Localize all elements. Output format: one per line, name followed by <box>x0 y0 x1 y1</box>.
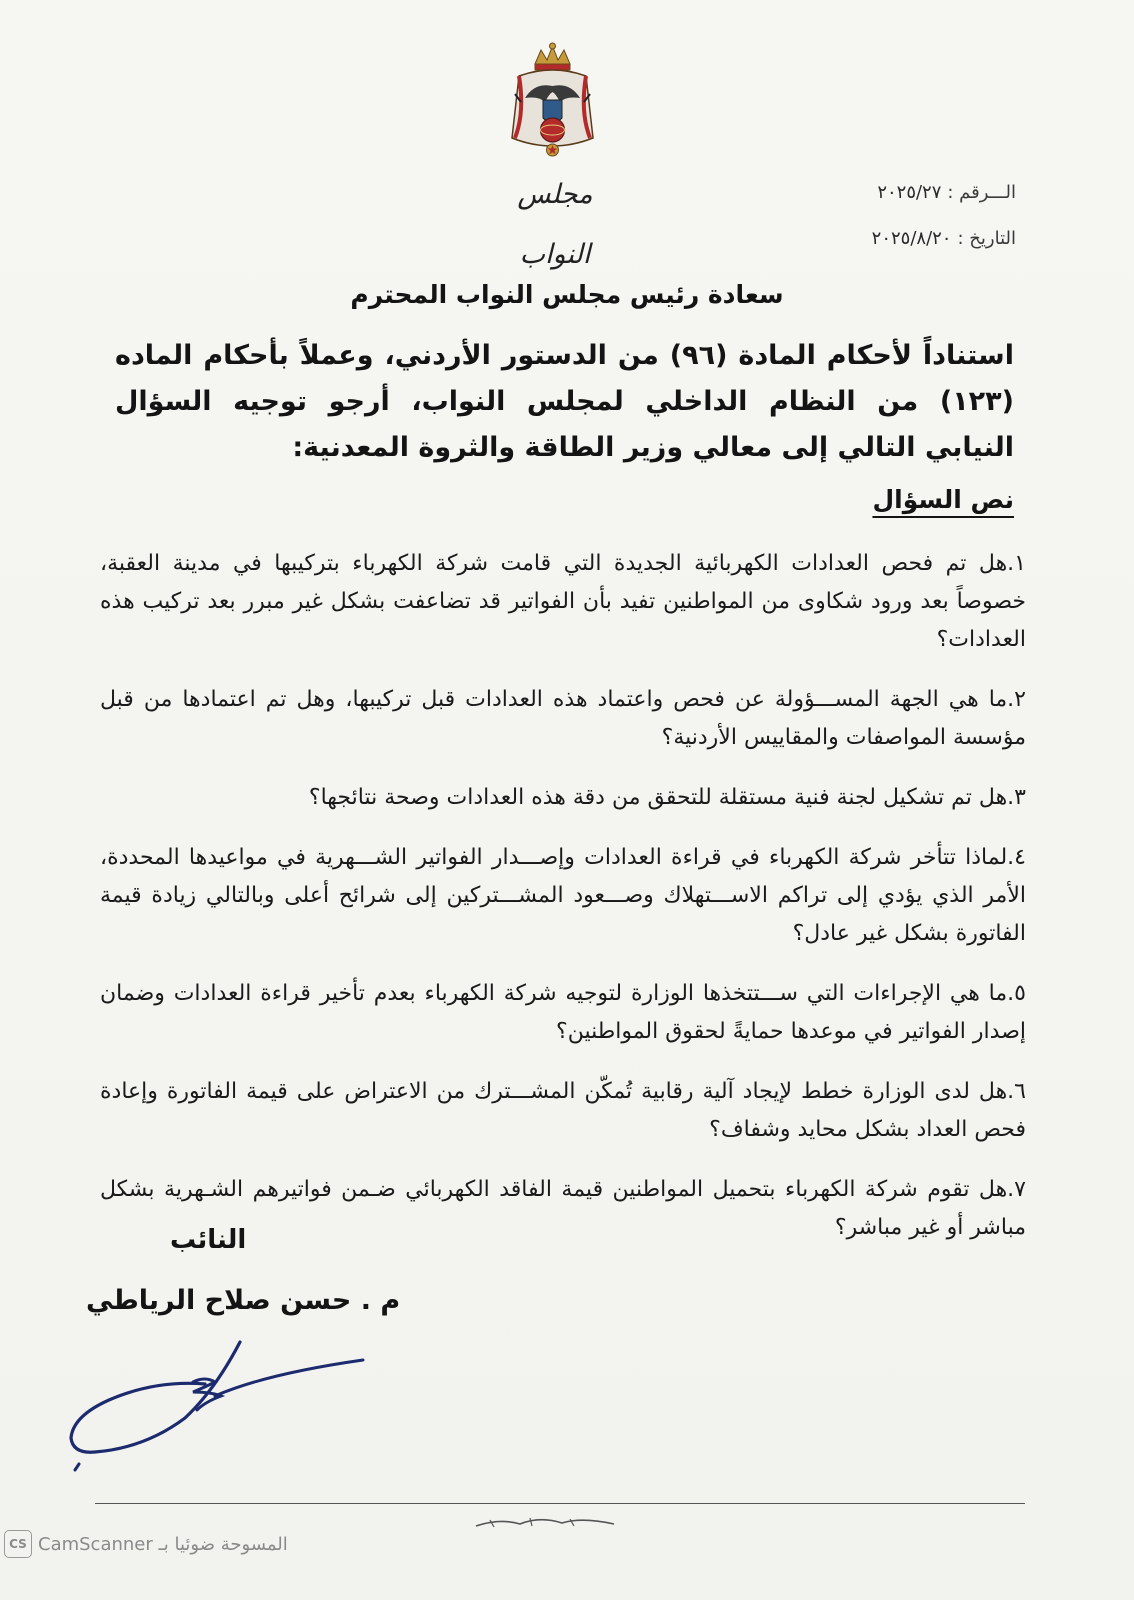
question-item: ١.هل تم فحص العدادات الكهربائية الجديدة التي قامت شركة الكهرباء بتركيبها في مدينة العقبة، خصوصاً بعد ورود شكاوى من المواطنين تفيد بأن الفواتير قد تضاعفت بشكل غير مبرر بعد تركيب هذه العدادات؟ <box>100 551 1026 652</box>
salutation: سعادة رئيس مجلس النواب المحترم <box>350 280 784 309</box>
camscanner-text: المسوحة ضوئيا بـ CamScanner <box>38 1533 288 1555</box>
intro-paragraph: استناداً لأحكام المادة (٩٦) من الدستور الأردني، وعملاً بأحكام الماده (١٢٣) من النظام الداخلي لمجلس النواب، أرجو توجيه السؤال النيابي التالي إلى معالي وزير الطاقة والثروة المعدنية: <box>115 340 1014 463</box>
footer-stamp-icon <box>470 1510 620 1532</box>
footer-divider <box>95 1503 1025 1504</box>
royal-emblem-icon <box>505 42 600 162</box>
signer-title: النائب <box>170 1225 247 1255</box>
reference-value: ٢٠٢٥/٢٧ <box>877 182 942 203</box>
date-label: التاريخ : <box>957 228 1016 249</box>
questions-title: نص السؤال <box>872 485 1014 514</box>
question-item: ٢.ما هي الجهة المســـؤولة عن فحص واعتماد هذه العدادات قبل تركيبها، وهل تم اعتمادها من قبل مؤسسة المواصفات والمقاييس الأردنية؟ <box>100 687 1026 750</box>
handwritten-signature <box>65 1330 385 1480</box>
document-date <box>872 228 1016 249</box>
questions-list <box>100 545 1026 1269</box>
date-value: ٢٠٢٥/٨/٢٠ <box>871 228 952 249</box>
reference-label: الـــرقم : <box>947 182 1016 203</box>
signer-name: م . حسن صلاح الرياطي <box>86 1285 401 1316</box>
question-item: ٧.هل تقوم شركة الكهرباء بتحميل المواطنين قيمة الفاقد الكهربائي ضـمن فواتيرهم الشـهرية بشكل مباشر أو غير مباشر؟ <box>100 1177 1026 1240</box>
question-item: ٣.هل تم تشكيل لجنة فنية مستقلة للتحقق من دقة هذه العدادات وصحة نتائجها؟ <box>308 785 1026 810</box>
house-of-representatives-logo: مجلس النواب <box>517 179 593 270</box>
camscanner-badge: CS <box>4 1530 32 1558</box>
question-item: ٦.هل لدى الوزارة خطط لإيجاد آلية رقابية تُمكّن المشـــترك من الاعتراض على قيمة الفاتورة وإعادة فحص العداد بشكل محايد وشفاف؟ <box>100 1079 1026 1142</box>
question-item: ٥.ما هي الإجراءات التي ســـتتخذها الوزارة لتوجيه شركة الكهرباء بعدم تأخير قراءة العدادات وضمان إصدار الفواتير في موعدها حمايةً لحقوق المواطنين؟ <box>100 981 1026 1044</box>
question-item: ٤.لماذا تتأخر شركة الكهرباء في قراءة العدادات وإصـــدار الفواتير الشـــهرية في مواعيدها المحددة، الأمر الذي يؤدي إلى تراكم الاســـتهلاك وصـــعود المشـــتركين إلى شرائح أعلى وبالتالي زيادة قيمة الفاتورة بشكل غير عادل؟ <box>100 845 1026 946</box>
camscanner-watermark <box>4 1528 288 1560</box>
reference-number <box>877 182 1016 203</box>
